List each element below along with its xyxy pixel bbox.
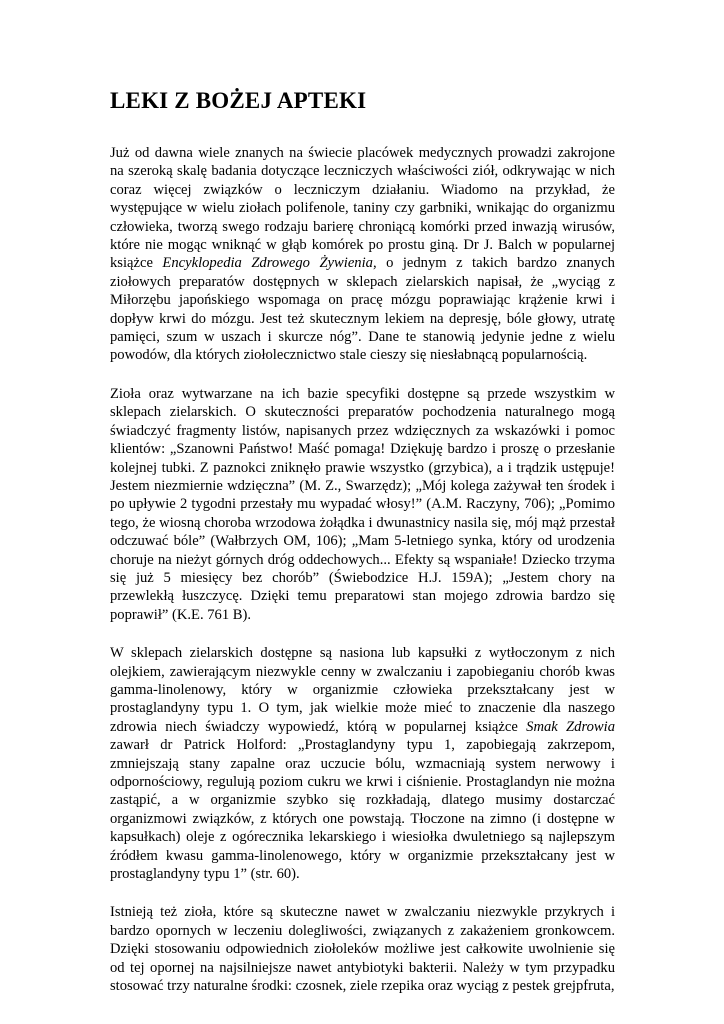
page-title: LEKI Z BOŻEJ APTEKI	[110, 88, 367, 113]
document-body	[110, 144, 615, 1015]
paragraph-2-text: Zioła oraz wytwarzane na ich bazie specyfiki dostępne są przede wszystkim w sklepach zielarskich. O skuteczności preparatów pochodzenia naturalnego mogą świadczyć fragmenty listów, napisanych przez wdzięcznych za wskazówki i pomoc klientów: „Szanowni Państwo! Maść pomaga! Dziękuję bardzo i proszę o przesłanie kolejnej tubki. Z paznokci zniknęło prawie wszystko (grzybica), a i trądzik ustępuje! Jestem niezmiernie wdzięczna” (M. Z., Swarzędz); „Mój kolega zażywał ten środek i po upływie 2 tygodni przestały mu wypadać włosy!” (A.M. Raczyny, 706); „Pomimo tego, że wiosną choroba wrzodowa żołądka i dwunastnicy nasila się, mój mąż przestał odczuwać bóle” (Wałbrzych OM, 106); „Mam 5-letniego synka, który od urodzenia choruje na nieżyt górnych dróg oddechowych... Efekty są wspaniałe! Dziecko trzyma się już 5 miesięcy bez chorób” (Świebodzice H.J. 159A); „Jestem chory na przewlekłą łuszczycę. Dzięki temu preparatowi stan mojego zdrowia bardzo się poprawił” (K.E. 761 B).	[110, 385, 615, 623]
paragraph-1-text: Już od dawna wiele znanych na świecie placówek medycznych prowadzi zakrojone na szeroką skalę badania dotyczące leczniczych właściwości ziół, odkrywając w nich coraz więcej związków o leczniczym działaniu. Wiadomo na przykład, że występujące w wielu ziołach polifenole, taniny czy garbniki, wnikając do organizmu człowieka, tworzą swego rodzaju barierę chroniącą komórki przed inwazją wirusów, które nie mogąc wniknąć w głąb komórek po prostu giną. Dr J. Balch w popularnej książce	[110, 145, 615, 272]
paragraph-3	[110, 644, 615, 883]
paragraph-4	[110, 903, 615, 995]
paragraph-4-text: Istnieją też zioła, które są skuteczne nawet w zwalczaniu niezwykle przykrych i bardzo opornych w leczeniu dolegliwości, związanych z zakażeniem gronkowcem. Dzięki stosowaniu odpowiednich ziołoleków możliwe jest całkowite uwolnienie się od tej opornej na najsilniejsze nawet antybiotyki bakterii. Należy w tym przypadku stosować trzy naturalne środki: czosnek, ziele rzepika oraz wyciąg z pestek grejpfruta,	[110, 904, 615, 995]
paragraph-1	[110, 144, 615, 365]
paragraph-3-text: W sklepach zielarskich dostępne są nasiona lub kapsułki z wytłoczonym z nich olejkiem, zawierającym niezwykle cenny w zwalczaniu i zapobieganiu chorób kwas gamma-linolenowy, który w organizmie człowieka przekształcany jest w prostaglandyny typu 1. O tym, jak wielkie może mieć to znaczenie dla naszego zdrowia niech świadczy wypowiedź, którą w popularnej książce	[110, 645, 615, 735]
paragraph-3-text-cont: zawarł dr Patrick Holford: „Prostaglandyny typu 1, zapobiegają zakrzepom, zmniejszają stany zapalne oraz uczucie bólu, wzmacniają system nerwowy i odpornościowy, regulują poziom cukru we krwi i ciśnienie. Prostaglandyn nie można zastąpić, a w organizmie szybko się rozkładają, dlatego musimy dostarczać organizmowi związków, z których one powstają. Tłoczone na zimno (i dostępne w kapsułkach) oleje z ogórecznika lekarskiego i wiesiołka dwuletniego są najlepszym źródłem kwasu gamma-linolenowego, który w organizmie przekształcany jest w prostaglandyny typu 1” (str. 60).	[110, 737, 615, 883]
paragraph-1-text-cont: , o jednym z takich bardzo znanych ziołowych preparatów dostępnych w sklepach zielarskich napisał, że „wyciąg z Miłorzębu japońskiego wspomaga on pracę mózgu poprawiając krążenie krwi i dopływ krwi do mózgu. Jest też skutecznym lekiem na depresję, bóle głowy, utratę pamięci, szum w uszach i skurcze nóg”. Dane te stanowią jedynie jedne z wielu powodów, dla których ziołolecznictwo stale cieszy się niesłabnącą popularnością.	[110, 255, 615, 364]
book-title-smak-zdrowia: Smak Zdrowia	[526, 718, 615, 735]
paragraph-2	[110, 385, 615, 624]
book-title-encyklopedia: Encyklopedia Zdrowego Żywienia	[162, 255, 373, 272]
